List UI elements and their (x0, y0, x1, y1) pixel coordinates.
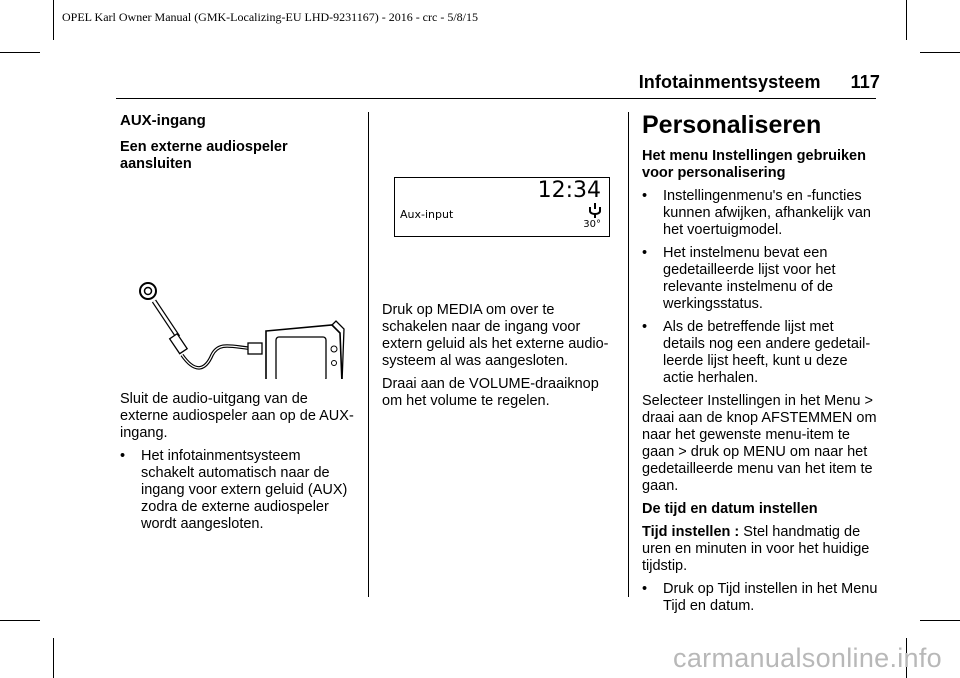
external-audio-player-connected-icon (120, 179, 356, 379)
paragraph: Draai aan de VOLUME-draaiknop om het volume te regelen. (382, 376, 599, 409)
list-item: • Instellingenmenu's en -functies kunnen afwijken, afhankelijk van het voertuigmodel. (642, 188, 878, 239)
display-temperature: 30° (583, 219, 601, 230)
subheading: Een externe audiospeler aansluiten (120, 139, 288, 172)
document-meta: OPEL Karl Owner Manual (GMK-Localizing-EU LHD-9231167) - 2016 - crc - 5/8/15 (62, 10, 478, 24)
setting-description: Stel handmatig de uren en minuten in voor het huidige tijdstip. (642, 524, 870, 574)
subheading: De tijd en datum instellen (642, 501, 818, 517)
radio-display (394, 177, 610, 237)
paragraph (642, 524, 878, 575)
setting-label: Tijd instellen : (642, 524, 740, 540)
column-aux-input (120, 112, 356, 539)
list-item: • Het infotainmentsysteem schakelt automatisch naar de ingang voor extern geluid (AUX) zodra de externe audiospeler wordt aangesloten. (120, 448, 356, 533)
paragraph: Sluit de audio-uitgang van de externe audiospeler aan op de AUX-ingang. (120, 391, 354, 441)
column-divider (628, 112, 629, 597)
bullet-list (120, 448, 356, 533)
crop-mark (53, 638, 54, 678)
running-head (639, 72, 880, 93)
paragraph: Druk op MEDIA om over te schakelen naar de ingang voor extern geluid als het externe audio-systeem al was aangesloten. (382, 302, 609, 369)
list-item: • Als de betreffende lijst met details nog een andere gedetail-leerde lijst heeft, kunt u deze actie herhalen. (642, 319, 878, 387)
crop-mark (920, 52, 960, 53)
header-rule (116, 98, 876, 99)
crop-mark (0, 52, 40, 53)
chapter-title: Infotainmentsysteem (638, 72, 821, 92)
subheading: Het menu Instellingen gebruiken voor personalisering (642, 148, 866, 181)
column-personalise (642, 112, 878, 621)
crop-mark (0, 620, 40, 621)
paragraph: Selecteer Instellingen in het Menu > draai aan de knop AFSTEMMEN om naar het gewenste menu-item te gaan > druk op MENU om naar het gedetailleerde menu van het item te gaan. (642, 393, 877, 494)
section-title: Personaliseren (642, 111, 822, 139)
section-title: AUX-ingang (120, 112, 206, 129)
display-source-label: Aux-input (400, 208, 454, 221)
bullet-list (642, 188, 878, 387)
column-divider (368, 112, 369, 597)
bullet-list (642, 581, 878, 615)
watermark: carmanualsonline.info (673, 643, 942, 673)
crop-mark (906, 0, 907, 40)
crop-mark (53, 0, 54, 40)
display-clock: 12:34 (537, 178, 601, 203)
display-illustration (382, 112, 618, 302)
page-number: 117 (850, 72, 880, 92)
column-aux-display (382, 112, 618, 416)
crop-mark (920, 620, 960, 621)
list-item: • Het instelmenu bevat een gedetailleerde lijst voor het relevante instelmenu of de werkingsstatus. (642, 245, 878, 313)
list-item: • Druk op Tijd instellen in het Menu Tijd en datum. (642, 581, 878, 615)
